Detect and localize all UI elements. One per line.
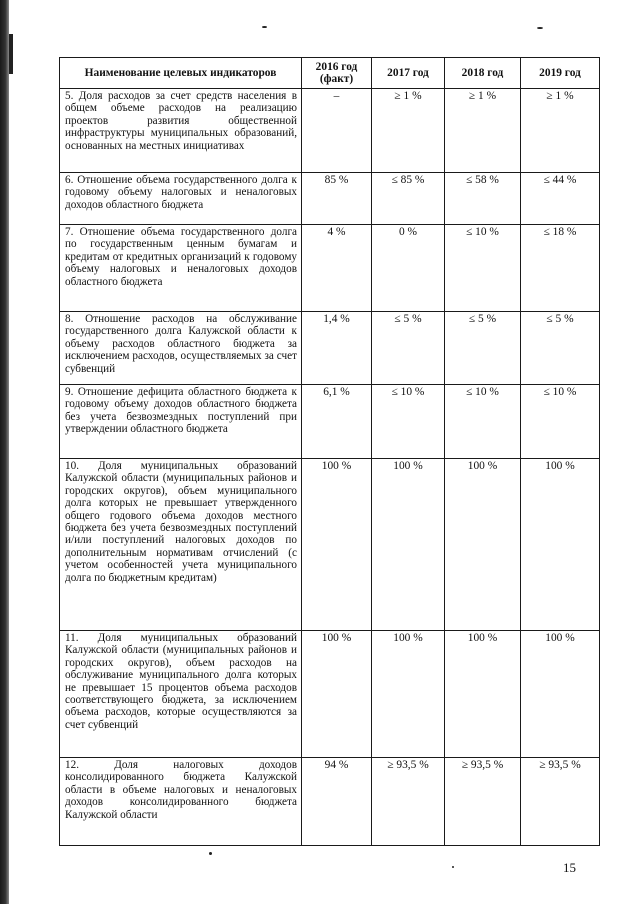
value-2017: ≥ 93,5 % bbox=[372, 758, 445, 846]
header-year-2017: 2017 год bbox=[372, 58, 445, 89]
scan-shadow-edge bbox=[0, 0, 9, 904]
table-row bbox=[60, 173, 600, 225]
target-indicators-table bbox=[59, 57, 600, 846]
indicator-name: 5. Доля расходов за счет средств населения в общем объеме расходов на реализацию проектов развития общественной инфраструктуры муниципальных образований, основанных на местных инициативах bbox=[60, 89, 302, 173]
value-2019: ≤ 5 % bbox=[521, 312, 600, 385]
indicator-name: 10. Доля муниципальных образований Калужской области (муниципальных районов и городских округов), объем муниципального долга которых не превышает утвержденного общего годового объема доходов местного бюджета без учета безвозмездных поступлений и/или поступлений налоговых доходов по дополнительным нормативам отчислений (с учетом особенностей учета муниципального долга по бюджетным кредитам) bbox=[60, 459, 302, 631]
table-row bbox=[60, 89, 600, 173]
value-2019: ≤ 18 % bbox=[521, 225, 600, 312]
table-row bbox=[60, 631, 600, 758]
value-2018: ≤ 10 % bbox=[445, 385, 521, 459]
scan-speck bbox=[537, 27, 543, 29]
value-2017: 0 % bbox=[372, 225, 445, 312]
value-2018: ≥ 93,5 % bbox=[445, 758, 521, 846]
value-2018: ≤ 58 % bbox=[445, 173, 521, 225]
scan-speck bbox=[452, 866, 454, 868]
indicator-name: 8. Отношение расходов на обслуживание государственного долга Калужской области к объему расходов областного бюджета за исключением расходов, осуществляемых за счет субвенций bbox=[60, 312, 302, 385]
indicator-name: 9. Отношение дефицита областного бюджета к годовому объему доходов областного бюджета без учета безвозмездных поступлений при утверждении областного бюджета bbox=[60, 385, 302, 459]
value-2017: ≤ 5 % bbox=[372, 312, 445, 385]
value-2017: 100 % bbox=[372, 459, 445, 631]
table-row bbox=[60, 225, 600, 312]
indicator-name: 12. Доля налоговых доходов консолидированного бюджета Калужской области в объеме налоговых и неналоговых доходов консолидированного бюджета Калужской области bbox=[60, 758, 302, 846]
value-2019: ≥ 93,5 % bbox=[521, 758, 600, 846]
table-row bbox=[60, 459, 600, 631]
value-2018: ≤ 5 % bbox=[445, 312, 521, 385]
header-year-2016: 2016 год (факт) bbox=[302, 58, 372, 89]
value-2018: 100 % bbox=[445, 459, 521, 631]
value-2019: ≥ 1 % bbox=[521, 89, 600, 173]
scan-shadow-mark bbox=[9, 34, 13, 74]
value-2017: ≤ 85 % bbox=[372, 173, 445, 225]
value-2016: 100 % bbox=[302, 631, 372, 758]
header-indicator-name: Наименование целевых индикаторов bbox=[60, 58, 302, 89]
value-2016: 94 % bbox=[302, 758, 372, 846]
header-year-2018: 2018 год bbox=[445, 58, 521, 89]
scan-speck bbox=[209, 852, 212, 855]
table-row bbox=[60, 312, 600, 385]
indicator-name: 6. Отношение объема государственного долга к годовому объему налоговых и неналоговых доходов областного бюджета bbox=[60, 173, 302, 225]
value-2016: – bbox=[302, 89, 372, 173]
scan-speck bbox=[262, 26, 267, 28]
value-2017: 100 % bbox=[372, 631, 445, 758]
value-2017: ≥ 1 % bbox=[372, 89, 445, 173]
value-2019: 100 % bbox=[521, 631, 600, 758]
value-2016: 85 % bbox=[302, 173, 372, 225]
table-row bbox=[60, 758, 600, 846]
indicator-name: 7. Отношение объема государственного долга по государственным ценным бумагам и кредитам от кредитных организаций к годовому объему налоговых и неналоговых доходов областного бюджета bbox=[60, 225, 302, 312]
value-2016: 4 % bbox=[302, 225, 372, 312]
value-2019: 100 % bbox=[521, 459, 600, 631]
value-2018: ≥ 1 % bbox=[445, 89, 521, 173]
header-year-2019: 2019 год bbox=[521, 58, 600, 89]
value-2017: ≤ 10 % bbox=[372, 385, 445, 459]
value-2016: 6,1 % bbox=[302, 385, 372, 459]
table-row bbox=[60, 385, 600, 459]
page-number: 15 bbox=[563, 860, 576, 875]
value-2019: ≤ 44 % bbox=[521, 173, 600, 225]
value-2019: ≤ 10 % bbox=[521, 385, 600, 459]
value-2018: 100 % bbox=[445, 631, 521, 758]
table-header-row bbox=[60, 58, 600, 89]
indicator-name: 11. Доля муниципальных образований Калужской области (муниципальных районов и городских округов), объем расходов на обслуживание муниципального долга которых не превышает 15 процентов объема расходов соответствующего бюджета, за исключением объема расходов, которые осуществляются за счет субвенций bbox=[60, 631, 302, 758]
value-2016: 1,4 % bbox=[302, 312, 372, 385]
value-2018: ≤ 10 % bbox=[445, 225, 521, 312]
value-2016: 100 % bbox=[302, 459, 372, 631]
